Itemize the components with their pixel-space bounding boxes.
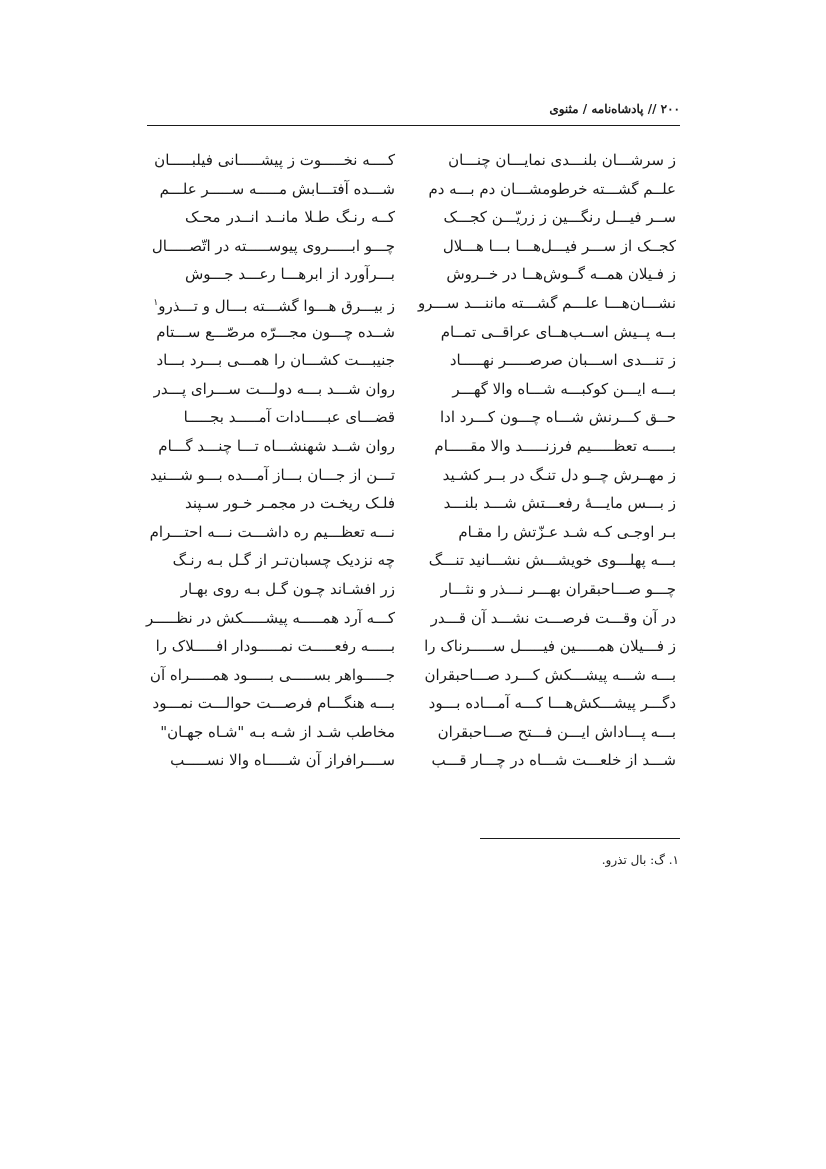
hemistich-first: بـــه ایـــن کوکبـــه شـــاه والا گهـــر [452,379,676,398]
hemistich-second [185,489,395,517]
hemistich-first: ســر فیـــل رنگـــین ز زریّـــن کجـــک [443,208,676,227]
hemistich-first: ز فـیلان همــه گــوش‌هــا در خــروش [446,265,676,284]
hemistich-second [149,518,395,546]
footnote-rule [480,838,680,839]
hemistich-first: دگـــر پیشـــکش‌هـــا کـــه آمـــاده بـــود [428,694,676,713]
hemistich-second [155,632,395,660]
couplet-row [147,232,680,261]
hemistich-second [156,346,395,374]
hemistich-first: شـــد از خلعـــت شـــاه در چـــار قـــب [431,751,676,770]
hemistich-first: حــق کـــرنش شـــاه چـــون کـــرد ادا [439,408,676,427]
hemistich-second-text: ســــرافراز آن شـــــاه والا نســـــب [170,751,395,770]
hemistich-second [185,203,395,231]
couplet-row [147,403,680,432]
couplet-row [147,318,680,347]
couplet-row [147,175,680,204]
hemistich-second [180,575,395,603]
hemistich-second-text: جـــــواهر بســـــی بـــــود همـــــراه آن [149,665,395,684]
hemistich-second-text: شـــده آفتـــابش مـــــه ســـــر علـــم [159,179,395,198]
hemistich-second-text: تـــن از جـــان بـــاز آمـــده بـــو شـــنید [150,465,395,484]
couplet-row [147,632,680,661]
couplet-row [147,375,680,404]
hemistich-second-text: زر افشـاند چـون گـل بـه روی بهـار [180,579,395,598]
couplet-row [147,746,680,775]
hemistich-second [149,661,395,689]
hemistich-second-text: ز بیـــرق هـــوا گشـــته بـــال و تـــذرو [158,296,395,315]
hemistich-second-text: جنیبـــت کشـــان را همـــی بـــرد بـــاد [156,351,395,370]
hemistich-second-text: کــه رنـگ طـلا مانــد انــدر محـک [185,208,395,227]
couplet-row [147,604,680,633]
header-rule [147,125,680,126]
hemistich-second [185,403,395,431]
couplet-row [147,689,680,718]
hemistich-second [158,432,395,460]
hemistich-second [150,461,395,489]
footnote: ۱. گ: بال تذرو. [601,853,679,867]
hemistich-first: کجــک از ســـر فیـــل‌هـــا بـــا هـــلال [442,236,676,255]
couplet-row [147,489,680,518]
hemistich-first: نشـــان‌هـــا علـــم گشـــته ماننـــد ســـرو [417,293,676,312]
couplet-row [147,575,680,604]
poem-body [147,146,680,775]
couplet-row [147,661,680,690]
hemistich-first: ز مهــرش چــو دل تنـگ در بــر کشـید [442,465,676,484]
hemistich-second [145,604,395,632]
hemistich-second-text: بـــــه رفعـــــت نمـــــودار افـــــلاک را [155,637,395,656]
hemistich-second-text: بـــرآورد از ابرهـــا رعـــد جـــوش [185,265,395,284]
page-header [147,98,680,126]
hemistich-first: ز سرشـــان بلنـــدی نمایـــان چنـــان [448,151,676,169]
hemistich-second-text: کـــه آرد همـــــه پیشـــــکش در نظـــــر [145,608,395,627]
hemistich-second [153,289,395,320]
couplet-row [147,518,680,547]
hemistich-first: بــه پــیش اســب‌هــای عراقــی تمــام [440,322,676,341]
hemistich-second [154,146,395,174]
hemistich-first: ز تنـــدی اســـبان صرصـــــر نهـــــاد [449,351,676,370]
hemistich-second [153,375,395,403]
couplet-row [147,461,680,490]
couplet-row [147,546,680,575]
couplet-row [147,718,680,747]
hemistich-second [156,318,395,346]
running-head: ۲۰۰ // پادشاه‌نامه / مثنوی [549,102,680,116]
couplet-row [147,203,680,232]
couplet-row [147,432,680,461]
hemistich-first: بـــه پهلـــوی خویشـــش نشـــانید تنـــگ [428,551,676,570]
couplet-row [147,289,680,318]
hemistich-second-text: شــده چـــون مجـــرّه مرصّـــع ســـتام [156,322,395,341]
hemistich-second-text: مخاطب شـد از شـه بـه "شـاه جهـان" [160,722,395,741]
hemistich-second-text: نـــه تعظـــیم ره داشـــت نـــه احتـــرام [149,522,395,541]
hemistich-second-text: قضـــای عبـــــادات آمـــــد بجـــــا [183,408,395,427]
hemistich-second [159,175,395,203]
hemistich-first: بـــه شـــه پیشـــکش کـــرد صـــاحبقران [424,665,676,684]
hemistich-second-text: چـــو ابـــــروی پیوســـــته در اتّصـــــال [151,236,395,255]
hemistich-first: ز فـــیلان همـــــین فیـــــل ســـــرناک را [424,637,676,656]
hemistich-second [152,689,395,717]
couplet-row [147,146,680,175]
hemistich-second [170,746,395,774]
hemistich-first: بـــــه تعظـــــیم فرزنـــــد والا مقـــــام [434,436,676,455]
hemistich-second-text: کــــه نخـــــوت ز پیشـــــانی فیلبـــــان [154,151,395,169]
couplet-row [147,260,680,289]
hemistich-second-text: روان شــد شهنشـــاه تـــا چنـــد گـــام [158,436,395,455]
hemistich-first: بـر اوجـی کـه شـد عـزّتش را مقـام [458,522,676,541]
hemistich-first: چـــو صـــاحبقران بهـــر نـــذر و نثـــار [440,579,676,598]
hemistich-second [172,546,395,574]
hemistich-first: علــم گشـــته خرطومشـــان دم بـــه دم [428,179,676,198]
footnote-marker: ۱ [153,297,159,308]
hemistich-first: بـــه پـــاداش ایـــن فـــتح صـــاحبقران [437,722,676,741]
hemistich-second-text: بـــه هنگـــام فرصـــت حوالـــت نمـــود [152,694,395,713]
hemistich-second-text: فلـک ریخـت در مجمـر خـور سـپند [185,494,395,513]
hemistich-first: در آن وقـــت فرصـــت نشـــد آن قـــدر [430,608,676,627]
hemistich-first: ز بـــس مایـــهٔ رفعـــتش شـــد بلنـــد [443,494,676,513]
couplet-row [147,346,680,375]
hemistich-second-text: چه نزدیک چسبان‌تـر از گـل بـه رنـگ [172,551,395,570]
hemistich-second [160,718,395,746]
hemistich-second-text: روان شـــد بـــه دولـــت ســـرای پـــدر [153,379,395,398]
hemistich-second [151,232,395,260]
hemistich-second [185,260,395,288]
